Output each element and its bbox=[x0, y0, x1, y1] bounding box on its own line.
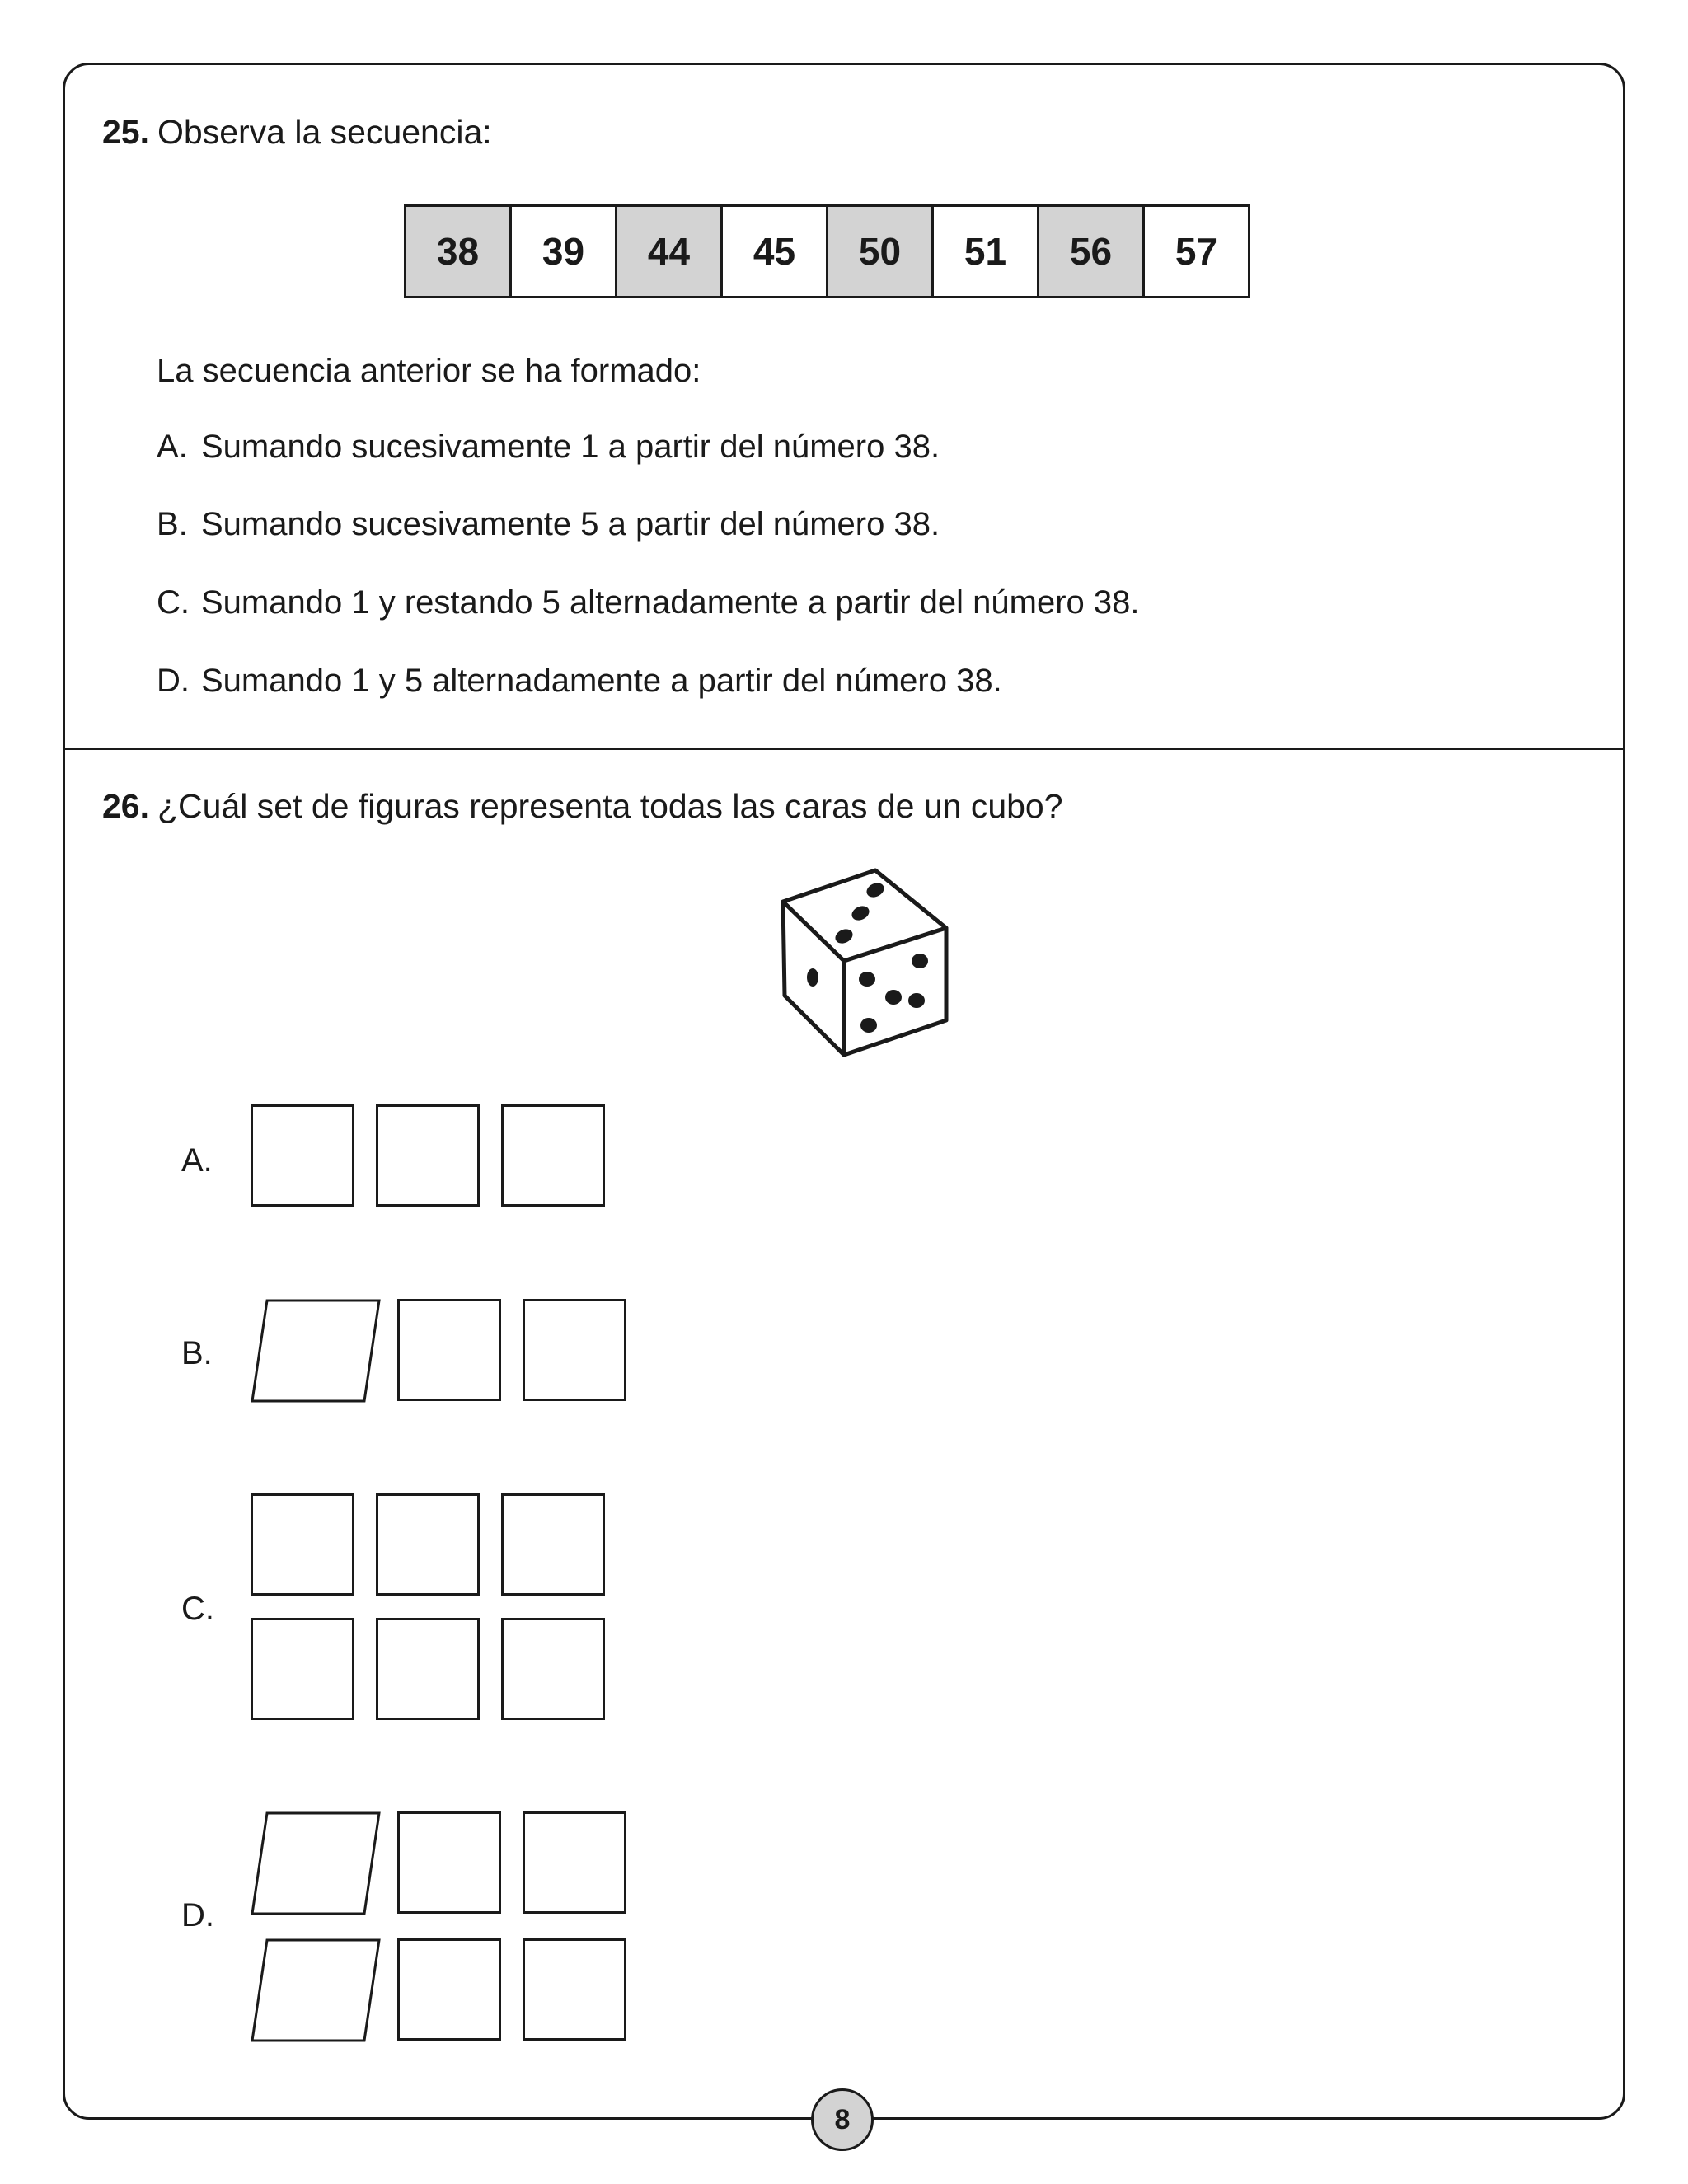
q26-option-c-label[interactable]: C. bbox=[181, 1591, 214, 1627]
q25-option-a[interactable] bbox=[157, 429, 940, 466]
q25-option-d[interactable] bbox=[157, 663, 1002, 700]
dice-pip bbox=[807, 968, 818, 987]
question-26-text: ¿Cuál set de figuras representa todas las caras de un cubo? bbox=[157, 787, 1063, 825]
square-face bbox=[501, 1104, 605, 1207]
square-face bbox=[376, 1618, 480, 1720]
dice-pip bbox=[860, 1018, 877, 1033]
square-face bbox=[523, 1938, 626, 2041]
q26-option-a-label[interactable]: A. bbox=[181, 1142, 213, 1179]
option-text: Sumando sucesivamente 5 a partir del número 38. bbox=[201, 506, 940, 542]
q26-option-d-label[interactable]: D. bbox=[181, 1897, 214, 1933]
parallelogram-face bbox=[247, 1297, 384, 1404]
dice-pip bbox=[912, 954, 928, 968]
sequence-cell: 45 bbox=[722, 206, 828, 298]
square-face bbox=[376, 1104, 480, 1207]
sequence-cell: 39 bbox=[511, 206, 617, 298]
option-text: Sumando 1 y 5 alternadamente a partir del número 38. bbox=[201, 663, 1002, 699]
sequence-table bbox=[404, 204, 1250, 298]
square-face bbox=[501, 1618, 605, 1720]
sequence-cell: 51 bbox=[933, 206, 1039, 298]
square-face bbox=[523, 1299, 626, 1401]
sequence-row bbox=[406, 206, 1250, 298]
dice-illustration bbox=[775, 864, 964, 1063]
question-25-number: 25. bbox=[102, 113, 149, 151]
square-face bbox=[523, 1811, 626, 1914]
square-face bbox=[397, 1938, 501, 2041]
section-divider bbox=[63, 748, 1625, 750]
square-face bbox=[397, 1811, 501, 1914]
question-25-title bbox=[102, 115, 492, 149]
option-letter: A. bbox=[157, 429, 188, 465]
option-letter: B. bbox=[157, 506, 188, 542]
option-letter: D. bbox=[157, 663, 190, 699]
question-25-stem: La secuencia anterior se ha formado: bbox=[157, 353, 701, 389]
square-face bbox=[397, 1299, 501, 1401]
sequence-cell: 57 bbox=[1144, 206, 1250, 298]
question-26-number: 26. bbox=[102, 787, 149, 825]
square-face bbox=[501, 1493, 605, 1596]
dice-pip bbox=[908, 993, 925, 1008]
page-number: 8 bbox=[811, 2088, 874, 2151]
option-letter: C. bbox=[157, 584, 190, 621]
square-face bbox=[376, 1493, 480, 1596]
q25-option-b[interactable] bbox=[157, 506, 940, 543]
sequence-cell: 56 bbox=[1039, 206, 1144, 298]
sequence-cell: 50 bbox=[828, 206, 933, 298]
square-face bbox=[251, 1493, 354, 1596]
square-face bbox=[251, 1104, 354, 1207]
option-text: Sumando 1 y restando 5 alternadamente a partir del número 38. bbox=[201, 584, 1140, 621]
parallelogram-face bbox=[247, 1810, 384, 1917]
sequence-cell: 44 bbox=[617, 206, 722, 298]
question-25-text: Observa la secuencia: bbox=[157, 113, 492, 151]
q26-option-b-label[interactable]: B. bbox=[181, 1335, 213, 1371]
option-text: Sumando sucesivamente 1 a partir del número 38. bbox=[201, 429, 940, 465]
sequence-cell: 38 bbox=[406, 206, 511, 298]
dice-pip bbox=[859, 972, 875, 987]
dice-pip bbox=[885, 990, 902, 1005]
parallelogram-face bbox=[247, 1937, 384, 2044]
question-26-title bbox=[102, 787, 1063, 825]
square-face bbox=[251, 1618, 354, 1720]
q25-option-c[interactable] bbox=[157, 584, 1139, 621]
